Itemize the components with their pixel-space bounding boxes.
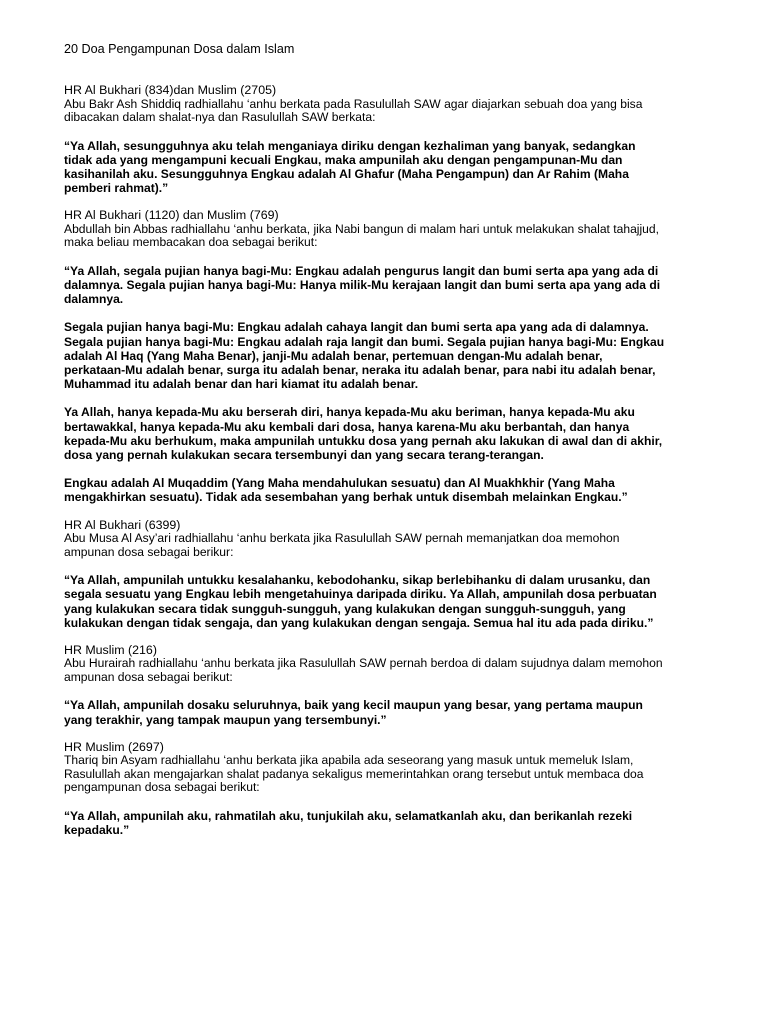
hadith-section-2 [64,209,714,518]
hadith-section-5 [64,741,714,837]
hadith-intro: Abu Bakr Ash Shiddiq radhiallahu ‘anhu berkata pada Rasulullah SAW agar diajarkan sebuah doa yang bisa dibacakan dalam shalat-nya dan Rasulullah SAW berkata: [64,96,643,124]
hadith-source: HR Muslim (216) [64,642,157,657]
prayer-text: “Ya Allah, sesungguhnya aku telah menganiaya diriku dengan kezhaliman yang banyak, sedangkan tidak ada yang mengampuni kecuali Engkau, maka ampunilah aku dengan pengampunan-Mu dan kasihanilah aku. Sesungguhnya Engkau adalah Al Ghafur (Maha Pengampun) dan Ar Rahim (Maha pemberi rahmat).” [64,138,636,196]
hadith-source: HR Al Bukhari (6399) [64,517,181,532]
document-title: 20 Doa Pengampunan Dosa dalam Islam [64,42,295,56]
hadith-intro: Abu Hurairah radhiallahu ‘anhu berkata jika Rasulullah SAW pernah berdoa di dalam sujudnya dalam memohon ampunan dosa sebagai berikut: [64,656,663,684]
hadith-intro: Abu Musa Al Asy’ari radhiallahu ‘anhu berkata jika Rasulullah SAW pernah memanjatkan doa memohon ampunan dosa sebagai berikur: [64,531,620,559]
prayer-text: Ya Allah, hanya kepada-Mu aku berserah diri, hanya kepada-Mu aku beriman, hanya kepada-Mu aku bertawakkal, hanya kepada-Mu aku kembali dari dosa, hanya karena-Mu aku berbantah, dan hanya kepada-Mu aku berhukum, maka ampunilah untukku dosa yang pernah aku lakukan di awal dan di akhir, dosa yang pernah kulakukan secara tersembunyi dan yang secara terang-terangan. [64,405,663,463]
hadith-section-4 [64,644,714,741]
hadith-intro: Thariq bin Asyam radhiallahu ‘anhu berkata jika apabila ada seseorang yang masuk untuk memeluk Islam, Rasulullah akan mengajarkan shalat padanya sekaligus memerintahkan orang tersebut untuk membaca doa pengampunan dosa sebagai berikut: [64,753,644,795]
prayer-text: “Ya Allah, ampunilah dosaku seluruhnya, baik yang kecil maupun yang besar, yang pertama maupun yang terakhir, yang tampak maupun yang tersembunyi.” [64,698,643,727]
prayer-text: “Ya Allah, ampunilah untukku kesalahanku, kebodohanku, sikap berlebihanku di dalam urusanku, dan segala sesuatu yang Engkau lebih mengetahuinya daripada diriku. Ya Allah, ampunilah dosa perbuatan yang kulakukan secara tidak sungguh-sungguh, yang kulakukan dengan sungguh-sungguh, yang kulakukan dengan tidak sengaja, dan yang kulakukan dengan sengaja. Semua hal itu ada pada diriku.” [64,573,657,630]
hadith-source: HR Muslim (2697) [64,739,164,754]
hadith-source: HR Al Bukhari (834)dan Muslim (2705) [64,83,277,97]
document-content [64,42,714,837]
prayer-text: “Ya Allah, segala pujian hanya bagi-Mu: Engkau adalah pengurus langit dan bumi serta apa yang ada di dalamnya. Segala pujian hanya bagi-Mu: Hanya milik-Mu kerajaan langit dan bumi serta apa yang ada di dalamnya. [64,263,661,307]
hadith-section-3 [64,519,714,644]
hadith-source: HR Al Bukhari (1120) dan Muslim (769) [64,208,279,223]
prayer-text: Segala pujian hanya bagi-Mu: Engkau adalah cahaya langit dan bumi serta apa yang ada di dalamnya. Segala pujian hanya bagi-Mu: Engkau adalah raja langit dan bumi. Segala pujian hanya bagi-Mu: Engkau adalah Al Haq (Yang Maha Benar), janji-Mu adalah benar, pertemuan dengan-Mu adalah benar, perkataan-Mu adalah benar, surga itu adalah benar, neraka itu adalah benar, para nabi itu adalah benar, Muhammad itu adalah benar dan hari kiamat itu adalah benar. [64,320,665,392]
hadith-intro: Abdullah bin Abbas radhiallahu ‘anhu berkata, jika Nabi bangun di malam hari untuk melakukan shalat tahajjud, maka beliau membacakan doa sebagai berikut: [64,221,659,250]
prayer-text: “Ya Allah, ampunilah aku, rahmatilah aku, tunjukilah aku, selamatkanlah aku, dan berikanlah rezeki kepadaku.” [64,808,633,838]
prayer-text: Engkau adalah Al Muqaddim (Yang Maha mendahulukan sesuatu) dan Al Muakhkhir (Yang Maha mengakhirkan sesuatu). Tidak ada sesembahan yang berhak untuk disembah melainkan Engkau.” [64,476,628,505]
hadith-section-1 [64,84,714,209]
